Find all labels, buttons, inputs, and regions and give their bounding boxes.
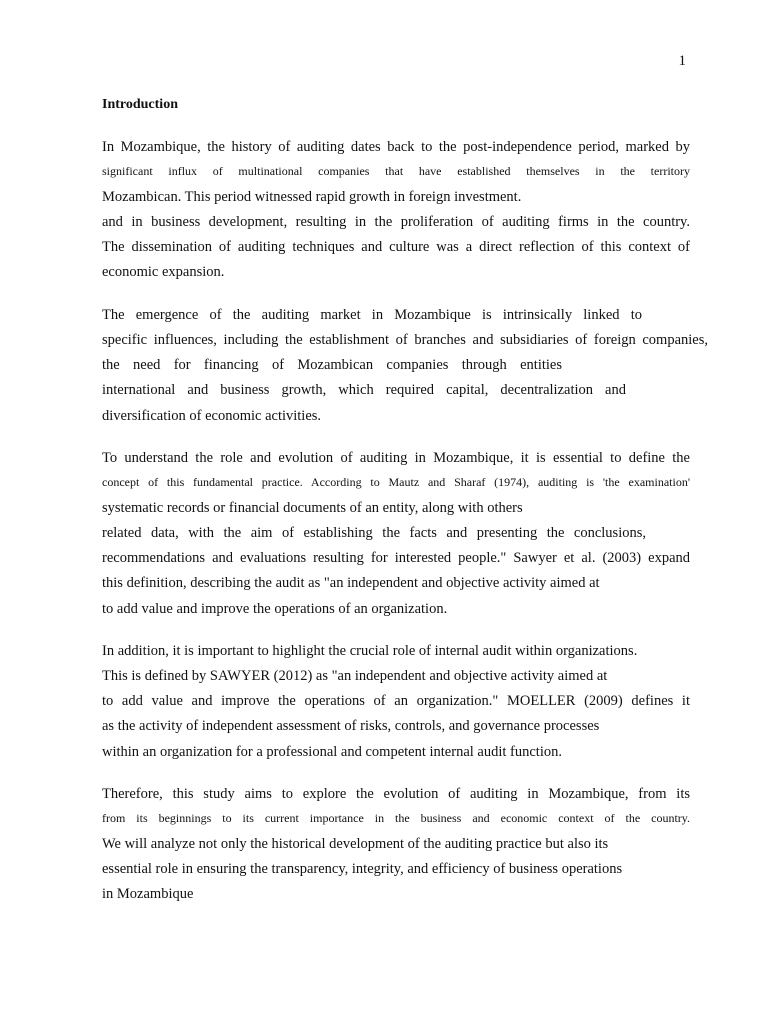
text-line: in Mozambique (102, 886, 194, 902)
text-line: essential role in ensuring the transparency, integrity, and efficiency of business operations (102, 861, 623, 877)
text-line: concept of this fundamental practice. According to Mautz and Sharaf (1974), auditing is 'the examination' (102, 475, 690, 489)
text-line: international and business growth, which required capital, decentralization and (102, 382, 626, 398)
text-line: the need for financing of Mozambican companies through entities (102, 357, 562, 373)
text-line: In Mozambique, the history of auditing dates back to the post-independence period, marked by (102, 139, 690, 155)
text-line: The emergence of the auditing market in Mozambique is intrinsically linked to (102, 307, 642, 323)
text-line: systematic records or financial documents of an entity, along with others (102, 500, 523, 516)
text-line: This is defined by SAWYER (2012) as "an independent and objective activity aimed at (102, 668, 608, 684)
text-line: The dissemination of auditing techniques and culture was a direct reflection of this context of (102, 239, 690, 255)
text-line: significant influx of multinational companies that have established themselves in the territory (102, 164, 690, 178)
text-line: To understand the role and evolution of auditing in Mozambique, it is essential to define the (102, 450, 690, 466)
text-line: as the activity of independent assessment of risks, controls, and governance processes (102, 718, 600, 734)
text-line: from its beginnings to its current importance in the business and economic context of the country. (102, 811, 690, 825)
text-line: specific influences, including the establishment of branches and subsidiaries of foreign companies, (102, 332, 708, 348)
text-line: this definition, describing the audit as "an independent and objective activity aimed at (102, 575, 600, 591)
text-line: related data, with the aim of establishing the facts and presenting the conclusions, (102, 525, 646, 541)
text-line: within an organization for a professional and competent internal audit function. (102, 744, 562, 760)
text-line: We will analyze not only the historical development of the auditing practice but also its (102, 836, 609, 852)
text-line: and in business development, resulting in the proliferation of auditing firms in the country. (102, 214, 690, 230)
section-heading: Introduction (102, 97, 178, 112)
text-line: to add value and improve the operations of an organization." MOELLER (2009) defines it (102, 693, 690, 709)
text-line: In addition, it is important to highlight the crucial role of internal audit within organizations. (102, 643, 638, 659)
text-line: diversification of economic activities. (102, 408, 322, 424)
text-line: Therefore, this study aims to explore the evolution of auditing in Mozambique, from its (102, 786, 690, 802)
text-line: Mozambican. This period witnessed rapid growth in foreign investment. (102, 189, 522, 205)
text-line: recommendations and evaluations resulting for interested people." Sawyer et al. (2003) expand (102, 550, 690, 566)
page-number: 1 (678, 53, 686, 69)
text-line: to add value and improve the operations of an organization. (102, 601, 448, 617)
text-line: economic expansion. (102, 264, 225, 280)
